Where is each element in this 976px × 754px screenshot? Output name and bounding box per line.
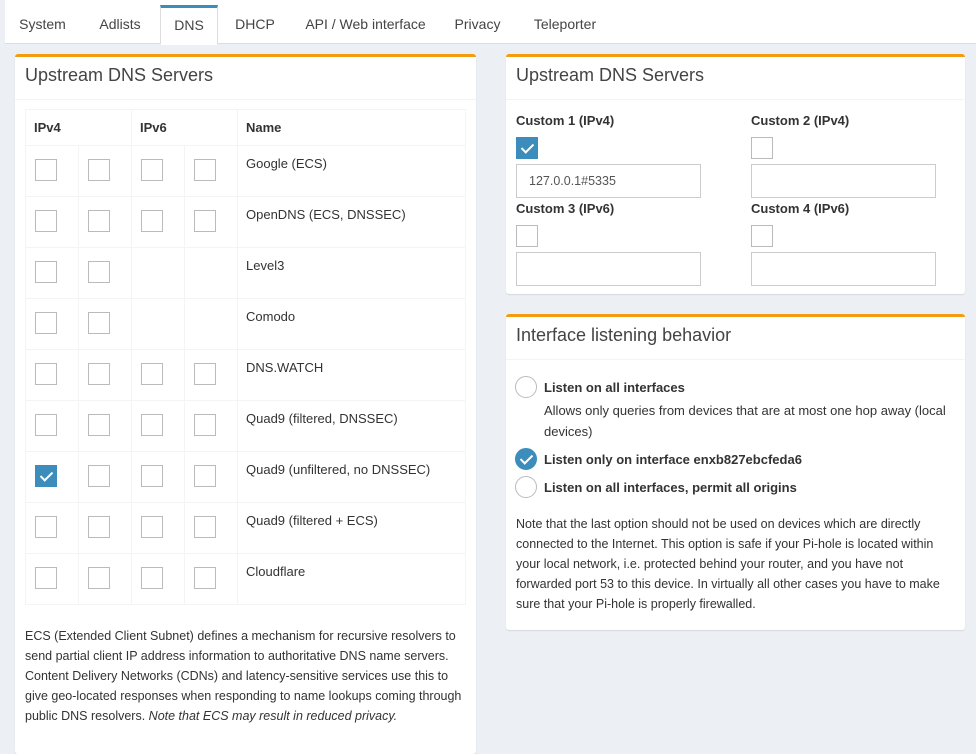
tab-system[interactable]: System (19, 16, 66, 32)
upstream-dns-table (25, 109, 466, 605)
custom4-checkbox[interactable] (751, 225, 773, 247)
dns-server-name: Quad9 (filtered, DNSSEC) (238, 401, 466, 452)
tab-privacy[interactable]: Privacy (454, 16, 501, 32)
tab-dhcp[interactable]: DHCP (235, 16, 275, 32)
listen-all-permit-radio[interactable] (515, 476, 537, 498)
checkbox-cell (26, 197, 79, 248)
custom3-checkbox[interactable] (516, 225, 538, 247)
checkbox-cell (185, 146, 238, 197)
custom2-label: Custom 2 (IPv4) (751, 113, 850, 128)
custom2-checkbox[interactable] (751, 137, 773, 159)
ipv4-checkbox[interactable] (88, 516, 110, 538)
ipv4-checkbox[interactable] (88, 465, 110, 487)
interface-note: Note that the last option should not be used on devices which are directly connected to the Internet. This option is safe if your Pi-hole is located within your local network, i.e. protected behind your router, and you have not forwarded port 53 to this device. In virtually all other cases you have to make sure that your Pi-hole is properly firewalled. (516, 517, 940, 611)
ipv6-checkbox[interactable] (141, 516, 163, 538)
listen-all-desc: Allows only queries from devices that are at most one hop away (local devices) (544, 403, 946, 439)
ipv4-checkbox[interactable] (35, 210, 57, 232)
checkbox-cell (79, 350, 132, 401)
custom1-label: Custom 1 (IPv4) (516, 113, 615, 128)
ipv4-checkbox[interactable] (88, 414, 110, 436)
checkbox-cell (132, 401, 185, 452)
checkbox-cell (79, 401, 132, 452)
ipv6-checkbox[interactable] (194, 567, 216, 589)
checkbox-cell (26, 452, 79, 503)
interface-box (506, 314, 965, 630)
checkbox-cell (79, 452, 132, 503)
ipv4-checkbox[interactable] (88, 159, 110, 181)
table-row (26, 350, 466, 401)
dns-server-name: Quad9 (unfiltered, no DNSSEC) (238, 452, 466, 503)
tab-teleporter[interactable]: Teleporter (533, 16, 597, 32)
checkbox-cell (26, 503, 79, 554)
ipv4-checkbox[interactable] (88, 210, 110, 232)
custom3-input[interactable] (516, 252, 701, 286)
ipv6-checkbox[interactable] (194, 210, 216, 232)
ipv4-checkbox[interactable] (88, 261, 110, 283)
ipv6-checkbox[interactable] (194, 516, 216, 538)
listen-all-radio[interactable] (515, 376, 537, 398)
listen-all-permit-label[interactable]: Listen on all interfaces, permit all origins (544, 480, 797, 495)
checkbox-cell (132, 503, 185, 554)
custom1-checkbox[interactable] (516, 137, 538, 159)
table-row (26, 503, 466, 554)
col-name: Name (238, 110, 466, 146)
ipv6-checkbox[interactable] (141, 465, 163, 487)
checkbox-cell (132, 197, 185, 248)
checkbox-cell (26, 350, 79, 401)
upstream-dns-title: Upstream DNS Servers (25, 65, 214, 85)
checkbox-cell (132, 248, 185, 299)
table-header-row (26, 110, 466, 146)
checkbox-cell (79, 554, 132, 605)
ipv4-checkbox[interactable] (35, 516, 57, 538)
table-row (26, 146, 466, 197)
checkbox-cell (79, 197, 132, 248)
checkbox-cell (185, 452, 238, 503)
custom4-label: Custom 4 (IPv6) (751, 201, 850, 216)
ipv6-checkbox[interactable] (194, 159, 216, 181)
checkbox-cell (26, 299, 79, 350)
table-row (26, 401, 466, 452)
checkbox-cell (185, 197, 238, 248)
table-row (26, 197, 466, 248)
ipv6-checkbox[interactable] (141, 567, 163, 589)
checkbox-cell (26, 248, 79, 299)
ecs-note-text: ECS (Extended Client Subnet) defines a mechanism for recursive resolvers to send partial client IP address information to authoritative DNS name servers. Content Delivery Networks (CDNs) and latency-sensitive services use this to give geo-located responses when responding to name lookups coming through public DNS resolvers. (25, 629, 462, 723)
ipv6-checkbox[interactable] (194, 414, 216, 436)
ecs-note (25, 626, 465, 726)
listen-interface-radio[interactable] (515, 448, 537, 470)
ipv6-checkbox[interactable] (141, 159, 163, 181)
ipv4-checkbox[interactable] (88, 567, 110, 589)
dns-server-name: OpenDNS (ECS, DNSSEC) (238, 197, 466, 248)
ipv6-checkbox[interactable] (194, 465, 216, 487)
col-ipv6: IPv6 (132, 110, 238, 146)
table-row (26, 299, 466, 350)
checkbox-cell (132, 554, 185, 605)
ipv4-checkbox[interactable] (35, 363, 57, 385)
checkbox-cell (132, 146, 185, 197)
checkbox-cell (185, 401, 238, 452)
dns-server-name: Comodo (238, 299, 466, 350)
table-row (26, 554, 466, 605)
checkbox-cell (185, 503, 238, 554)
ipv4-checkbox[interactable] (88, 312, 110, 334)
ipv6-checkbox[interactable] (194, 363, 216, 385)
upstream-dns-box (15, 54, 476, 754)
ipv4-checkbox[interactable] (35, 465, 57, 487)
checkbox-cell (79, 146, 132, 197)
checkbox-cell (79, 503, 132, 554)
checkbox-cell (132, 299, 185, 350)
ecs-note-italic: Note that ECS may result in reduced privacy. (148, 709, 398, 723)
dns-server-name: DNS.WATCH (238, 350, 466, 401)
listen-interface-label[interactable]: Listen only on interface enxb827ebcfeda6 (544, 452, 802, 467)
checkbox-cell (132, 452, 185, 503)
dns-server-name: Level3 (238, 248, 466, 299)
tab-adlists[interactable]: Adlists (99, 16, 141, 32)
checkbox-cell (132, 350, 185, 401)
tab-api-web-interface[interactable]: API / Web interface (305, 16, 426, 32)
col-ipv4: IPv4 (26, 110, 132, 146)
interface-title: Interface listening behavior (516, 325, 732, 345)
table-row (26, 452, 466, 503)
dns-server-name: Quad9 (filtered + ECS) (238, 503, 466, 554)
checkbox-cell (185, 248, 238, 299)
custom-dns-title: Upstream DNS Servers (516, 65, 705, 85)
ipv6-checkbox[interactable] (141, 414, 163, 436)
ipv4-checkbox[interactable] (35, 567, 57, 589)
dns-server-name: Google (ECS) (238, 146, 466, 197)
ipv4-checkbox[interactable] (88, 363, 110, 385)
checkbox-cell (79, 248, 132, 299)
ipv4-checkbox[interactable] (35, 312, 57, 334)
custom1-input[interactable] (516, 164, 701, 198)
custom-dns-box (506, 54, 965, 294)
checkbox-cell (79, 299, 132, 350)
ipv6-checkbox[interactable] (141, 210, 163, 232)
dns-server-name: Cloudflare (238, 554, 466, 605)
ipv6-checkbox[interactable] (141, 363, 163, 385)
checkbox-cell (26, 146, 79, 197)
checkbox-cell (26, 401, 79, 452)
settings-tabs (5, 0, 976, 44)
custom2-input[interactable] (751, 164, 936, 198)
custom3-label: Custom 3 (IPv6) (516, 201, 615, 216)
tab-dns[interactable]: DNS (160, 5, 218, 45)
listen-all-label[interactable]: Listen on all interfaces (544, 380, 685, 395)
ipv4-checkbox[interactable] (35, 261, 57, 283)
checkbox-cell (185, 299, 238, 350)
table-row (26, 248, 466, 299)
ipv4-checkbox[interactable] (35, 414, 57, 436)
checkbox-cell (26, 554, 79, 605)
custom4-input[interactable] (751, 252, 936, 286)
ipv4-checkbox[interactable] (35, 159, 57, 181)
checkbox-cell (185, 554, 238, 605)
checkbox-cell (185, 350, 238, 401)
